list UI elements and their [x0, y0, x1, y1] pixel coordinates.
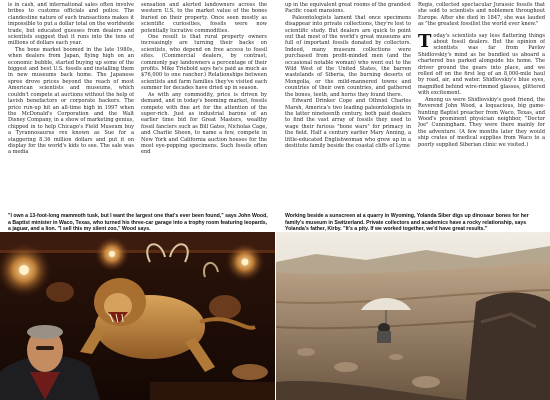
trophy-room-photo — [0, 232, 275, 400]
article-column-2 — [141, 2, 267, 212]
paragraph: One result is that rural property owners increasingly are turning their backs on scientists, who depend on free access to fossil sites. (Commercial dealers, by contrast, commonly pay landowners a percentage of their profits. Mike Triebold says he's paid as much as $76,000 to one rancher.) Relationships between scientists and farm families they've visited each summer for decades have dried up in season. — [141, 34, 267, 92]
photo-caption-left: "I own a 13-foot-long mammoth tusk, but I want the largest one that's ever been found," says John Wood, a Baptist minister in Waco, Texas, who turned his three-car garage into a trophy room featuring leopards, a jaguar, and a lion. "I sell this my silent zoo," Wood says. — [8, 213, 268, 233]
paragraph: Among us were Shidlovskiy's good friend, the Reverend John Wood, a loquacious, big game-hunting Baptist preacher from Waco, Texas, and Wood's prominent physician neighbor, "Doctor Joe" Cunningham. They were there mainly for the adventure. (A few months later they would ship crates of medical supplies from Waco to a poorly supplied Siberian clinic we visited.) — [418, 96, 545, 148]
paragraph: Regis, collected spectacular Jurassic fossils that she sold to scientists and noblemen throughout Europe. After she died in 1847, she was lauded as "the greatest fossilist the world ever knew." — [418, 2, 545, 28]
trophy-room-image — [0, 232, 275, 400]
article-column-4 — [418, 2, 545, 212]
paragraph: The bone market boomed in the late 1980s, when dealers from Japan, flying high on an economic bubble, started buying up some of the biggest and best U.S. fossils and installing them in new museums back home. The Japanese spree drove prices beyond the reach of most American scientists and museums, which couldn't compete at auctions without the help of lavish benefactors or corporate backers. The price run-up hit an all-time high in 1997 when the McDonald's Corporation and the Walt Disney Company, in a show of marketing genius, chipped in to help Chicago's Field Museum buy a Tyrannosaurus rex known as Sue for a staggering 8.36 million dollars and put it on display for the world's kids to see. The sale was a media — [8, 46, 134, 156]
paragraph-with-dropcap — [418, 30, 545, 97]
quarry-photo — [276, 232, 550, 400]
paragraph: sensation and alerted landowners across the western U.S. to the market value of the bones buried on their property. Once seen mostly as scientific curiosities, fossils were now potentially lucrative commodities. — [141, 2, 267, 34]
article-column-1 — [8, 2, 134, 212]
paragraph: Edward Drinker Cope and Othniel Charles Marsh, America's two leading paleontologists in the latter nineteenth century, both paid dealers to find the vast array of fossils they used to wage their furious "bone wars" for primacy in the field. Half a century earlier Mary Anning, a little-educated Englishwoman who grew up in a destitute family beside the coastal cliffs of Lyme — [285, 98, 411, 149]
photo-caption-right: Working beside a sunscreen at a quarry in Wyoming, Yolanda Siber digs up dinosaur bones for her family's museum in Switzerland. Private collectors and academics have a rocky relationship, says Yolanda's father, Kirby. "It's a pity. If we worked together, we'd have great results." — [285, 213, 529, 233]
paragraph: As with any commodity, price is driven by demand, and in today's booming market, fossils compete with fine art for the attention of the super-rich. Just as industrial barons of an earlier time bid for Great Masters, wealthy fossil fanciers such as Bill Gates, Nicholas Cage, and Charlie Sheen, to name a few, compete in New York and California auction houses for the most eye-popping specimens. Such fossils often end — [141, 91, 267, 156]
paragraph: Paleontologists lament that once specimens disappear into private collections, they're lost to scientific study. But dealers are quick to point out that most of the world's great museums are full of important fossils donated by collectors. Indeed, many museum collections were purchased from profit-minded men (and the occasional notable woman) who went out to the Wild West of the United States, the barren wastelands of Siberia, the burning deserts of Mongolia, or the mild-mannered towns and countries of their own countries, and gathered the bones, teeth, and horns they found there. — [285, 14, 411, 98]
article-column-3 — [285, 2, 411, 212]
paragraph: up in the equivalent great rooms of the grandest Pacific coast mansions. — [285, 2, 411, 15]
paragraph-text: oday's scientists say less flattering things about fossil dealers. But the opinion of scientists was far from Pavlov Shidlovskiy's mind as he bundled us aboard a chartered bus parked alongside his home. The driver ground the gears into place, and we rolled off on the first leg of an 8,000-mile haul by road, air, and water. Shidlovskiy's blue eyes, magnified behind wire-rimmed glasses, glittered with excitement. — [418, 32, 545, 97]
quarry-image — [276, 232, 550, 400]
drop-cap: T — [418, 30, 432, 52]
paragraph: is in cash, and international sales often involve bribes to customs officials and police. The clandestine nature of such transactions makes it impossible to put a dollar total on the worldwide trade, but educated guesses from dealers and scientists suggest that it runs into the tens of millions of dollars each year. — [8, 2, 134, 47]
